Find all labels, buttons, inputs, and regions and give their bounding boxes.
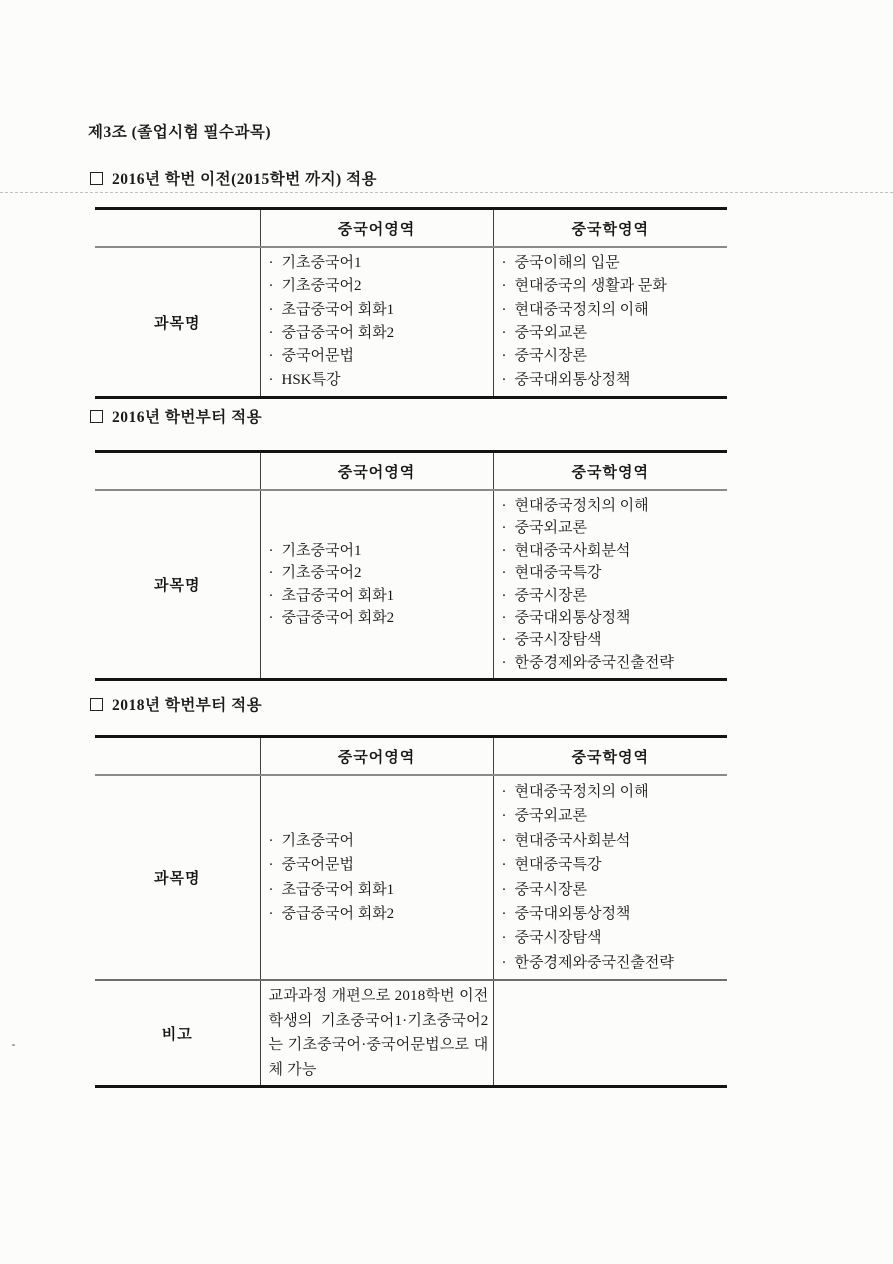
- course-item: [269, 252, 489, 275]
- required-courses-table-2016: [95, 450, 727, 681]
- table-header-row: [95, 452, 727, 491]
- course-item: [502, 299, 724, 322]
- course-name: 중국외교론: [514, 325, 587, 341]
- studies-courses-cell: [493, 490, 727, 680]
- course-item: [269, 275, 489, 298]
- course-name: 현대중국정치의 이해: [514, 301, 649, 318]
- course-item: [502, 878, 724, 902]
- course-list: [269, 540, 489, 630]
- column-header-chinese-studies: 중국학영역: [493, 209, 727, 248]
- bullet-icon: ·: [501, 587, 507, 604]
- bullet-icon: ·: [501, 255, 507, 272]
- bullet-icon: ·: [268, 881, 274, 898]
- bullet-icon: ·: [501, 857, 507, 874]
- bullet-icon: ·: [501, 371, 507, 388]
- bullet-icon: ·: [268, 325, 274, 341]
- bullet-icon: ·: [501, 808, 507, 825]
- bullet-icon: ·: [268, 255, 274, 272]
- course-name: 기초중국어2: [281, 565, 362, 582]
- course-list: [502, 252, 724, 392]
- course-item: [269, 607, 489, 629]
- course-item: [502, 926, 724, 950]
- course-name: 중국시장론: [514, 881, 587, 898]
- course-name: 중급중국어 회화2: [281, 325, 395, 341]
- bullet-icon: ·: [501, 542, 507, 559]
- bullet-icon: ·: [268, 906, 274, 923]
- course-item: [502, 607, 724, 629]
- column-header-chinese-language: 중국어영역: [260, 209, 493, 248]
- section-heading: [90, 408, 740, 428]
- language-courses-cell: [260, 490, 493, 680]
- row-label: 과목명: [154, 315, 201, 332]
- course-item: [269, 299, 489, 322]
- bullet-icon: ·: [268, 278, 274, 295]
- course-name: 중국대외통상정책: [514, 371, 631, 388]
- course-item: [269, 585, 489, 607]
- course-list: [269, 252, 489, 392]
- course-item: [269, 562, 489, 584]
- course-name: 초급중국어 회화1: [281, 587, 395, 604]
- course-item: [502, 275, 724, 298]
- course-item: [269, 902, 489, 926]
- bullet-icon: ·: [501, 654, 507, 671]
- course-name: 중국시장탐색: [514, 930, 602, 947]
- course-name: 기초중국어2: [281, 278, 362, 295]
- scan-artifact-speck: [12, 1044, 15, 1046]
- course-item: [502, 853, 724, 877]
- bullet-icon: ·: [268, 301, 274, 318]
- corner-cell: [95, 452, 260, 491]
- bullet-icon: ·: [501, 832, 507, 849]
- course-name: 현대중국정치의 이해: [514, 498, 649, 514]
- course-list: [502, 780, 724, 975]
- course-name: 현대중국사회분석: [514, 832, 631, 849]
- course-name: 한중경제와중국진출전략: [514, 654, 674, 671]
- course-name: 현대중국특강: [514, 565, 602, 582]
- course-name: 현대중국의 생활과 문화: [514, 278, 667, 295]
- section-heading: [90, 170, 740, 190]
- course-item: [269, 322, 489, 345]
- bullet-icon: ·: [268, 832, 274, 849]
- course-item: [269, 853, 489, 877]
- corner-cell: [95, 737, 260, 776]
- bullet-icon: ·: [501, 278, 507, 295]
- bullet-icon: ·: [501, 784, 507, 800]
- bullet-icon: ·: [268, 371, 274, 388]
- course-name: 현대중국특강: [514, 857, 602, 874]
- course-name: 중국시장탐색: [514, 632, 602, 649]
- checkbox-icon: [90, 172, 103, 185]
- course-name: 중국어문법: [281, 348, 354, 365]
- bullet-icon: ·: [501, 906, 507, 923]
- course-item: [502, 585, 724, 607]
- course-name: 기초중국어1: [281, 255, 362, 272]
- bullet-icon: ·: [501, 348, 507, 365]
- studies-courses-cell: [493, 775, 727, 980]
- course-item: [269, 369, 489, 392]
- course-item: [502, 369, 724, 392]
- bullet-icon: ·: [501, 301, 507, 318]
- studies-courses-cell: [493, 247, 727, 398]
- course-list: [502, 495, 724, 674]
- course-name: 중국대외통상정책: [514, 610, 631, 627]
- bullet-icon: ·: [501, 632, 507, 649]
- subject-row: [95, 490, 727, 680]
- course-item: [502, 780, 724, 804]
- bullet-icon: ·: [501, 520, 507, 537]
- required-courses-table-2015: [95, 207, 727, 399]
- course-item: [502, 804, 724, 828]
- subject-row: [95, 775, 727, 980]
- required-courses-table-2018: [95, 735, 727, 1088]
- course-item: [502, 951, 724, 975]
- column-header-chinese-studies: 중국학영역: [493, 737, 727, 776]
- remark-text-cell: [260, 980, 493, 1087]
- course-item: [502, 829, 724, 853]
- article-title: 제3조 (졸업시험 필수과목): [88, 124, 272, 141]
- bullet-icon: ·: [501, 610, 507, 627]
- course-name: 초급중국어 회화1: [281, 301, 395, 318]
- bullet-icon: ·: [501, 930, 507, 947]
- course-name: 중급중국어 회화2: [281, 906, 395, 923]
- column-header-chinese-studies: 중국학영역: [493, 452, 727, 491]
- remark-label: 비고: [95, 980, 260, 1087]
- bullet-icon: ·: [501, 565, 507, 582]
- bullet-icon: ·: [501, 325, 507, 341]
- course-item: [502, 540, 724, 562]
- course-name: 중국외교론: [514, 808, 587, 825]
- course-name: HSK특강: [281, 371, 341, 388]
- bullet-icon: ·: [268, 565, 274, 582]
- bullet-icon: ·: [268, 348, 274, 365]
- column-header-chinese-language: 중국어영역: [260, 737, 493, 776]
- section-heading-text: 2018년 학번부터 적용: [112, 697, 263, 714]
- course-name: 현대중국정치의 이해: [514, 784, 649, 800]
- course-item: [502, 345, 724, 368]
- course-item: [502, 652, 724, 674]
- course-name: 중국시장론: [514, 587, 587, 604]
- checkbox-icon: [90, 698, 103, 711]
- course-item: [269, 829, 489, 853]
- bullet-icon: ·: [268, 857, 274, 874]
- remark-text: 교과과정 개편으로 2018학번 이전학생의 기초중국어1·기초중국어2는 기초중국어·중국어문법으로 대체 가능: [268, 988, 489, 1078]
- bullet-icon: ·: [501, 954, 507, 971]
- course-name: 중국시장론: [514, 348, 587, 365]
- section-heading-text: 2016년 학번 이전(2015학번 까지) 적용: [112, 171, 378, 188]
- bullet-icon: ·: [501, 498, 507, 514]
- remark-row: [95, 980, 727, 1087]
- bullet-icon: ·: [268, 587, 274, 604]
- course-item: [502, 495, 724, 517]
- course-item: [502, 902, 724, 926]
- bullet-icon: ·: [268, 542, 274, 559]
- course-name: 현대중국사회분석: [514, 542, 631, 559]
- course-item: [502, 252, 724, 275]
- bullet-icon: ·: [501, 881, 507, 898]
- course-name: 기초중국어1: [281, 542, 362, 559]
- section-heading: [90, 696, 740, 716]
- course-item: [502, 629, 724, 651]
- section-from-2018: [90, 696, 740, 1088]
- checkbox-icon: [90, 410, 103, 423]
- language-courses-cell: [260, 775, 493, 980]
- course-name: 중국외교론: [514, 520, 587, 537]
- table-header-row: [95, 737, 727, 776]
- section-heading-text: 2016년 학번부터 적용: [112, 409, 263, 426]
- section-from-2016: [90, 408, 740, 681]
- row-label: 과목명: [154, 871, 201, 888]
- column-header-chinese-language: 중국어영역: [260, 452, 493, 491]
- course-item: [269, 345, 489, 368]
- course-name: 중국대외통상정책: [514, 906, 631, 923]
- remark-empty-cell: [493, 980, 727, 1087]
- course-item: [269, 878, 489, 902]
- section-2015-and-earlier: [90, 170, 740, 399]
- course-name: 중국어문법: [281, 857, 354, 874]
- course-item: [502, 517, 724, 539]
- course-name: 초급중국어 회화1: [281, 881, 395, 898]
- course-list: [269, 829, 489, 927]
- course-name: 중국이해의 입문: [514, 255, 620, 272]
- language-courses-cell: [260, 247, 493, 398]
- course-name: 중급중국어 회화2: [281, 610, 395, 627]
- course-item: [269, 540, 489, 562]
- course-item: [502, 562, 724, 584]
- subject-row: [95, 247, 727, 398]
- course-item: [502, 322, 724, 345]
- table-header-row: [95, 209, 727, 248]
- corner-cell: [95, 209, 260, 248]
- course-name: 기초중국어: [281, 832, 354, 849]
- course-name: 한중경제와중국진출전략: [514, 954, 674, 971]
- row-label: 과목명: [154, 578, 201, 595]
- bullet-icon: ·: [268, 610, 274, 627]
